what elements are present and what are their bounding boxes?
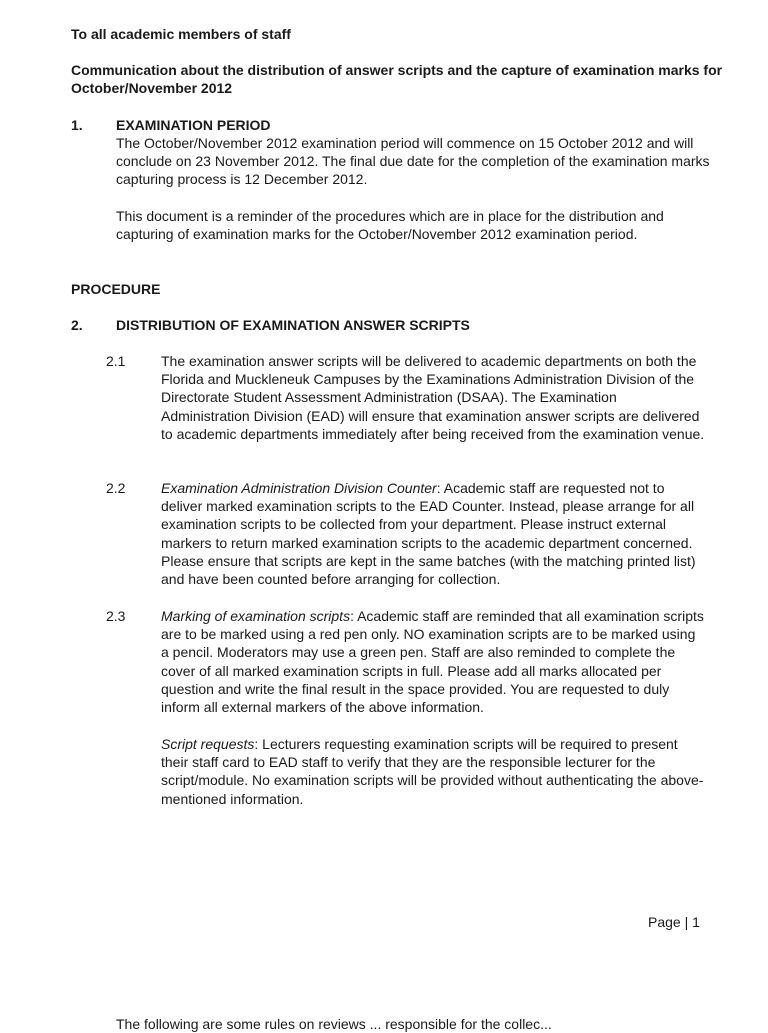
item-2-1-number: 2.1	[106, 353, 126, 369]
section-1-paragraph-2: This document is a reminder of the procedures which are in place for the distribution and capturing of examination marks for the October/November 2012 examination period.	[116, 208, 664, 243]
script-requests-text	[161, 735, 706, 808]
script-requests-lead: Script requests	[161, 736, 255, 752]
section-2-title: DISTRIBUTION OF EXAMINATION ANSWER SCRIPTS	[116, 317, 470, 333]
section-2-number: 2.	[71, 317, 83, 333]
item-2-3-number: 2.3	[106, 608, 126, 624]
page-number: 1	[692, 914, 700, 930]
item-2-3-body: : Academic staff are reminded that all examination scripts are to be marked using a red pen only. NO examination scripts are to be marked using a pencil. Moderators may use a green pen. Staff are also reminded to complete the cover of all marked examination scripts in full. Please add all marks allocated per question and write the final result in the space provided. You are requested to duly inform all external markers of the above information.	[161, 608, 704, 716]
page-separator: |	[684, 914, 689, 930]
item-2-1-body: The examination answer scripts will be delivered to academic departments on both the Florida and Muckleneuk Campuses by the Examinations Administration Division of the Directorate Student Assessment Administration (DSAA). The Examination Administration Division (EAD) will ensure that examination answer scripts are delivered to academic departments immediately after being received from the examination venue.	[161, 353, 705, 442]
section-1-number: 1.	[71, 117, 83, 133]
item-2-2-text	[161, 479, 706, 588]
addressee-line: To all academic members of staff	[71, 26, 291, 42]
section-1-paragraph-1: The October/November 2012 examination period will commence on 15 October 2012 and will conclude on 23 November 2012. The final due date for the completion of the examination marks capturing process is 12 December 2012.	[116, 135, 710, 188]
section-1-title: EXAMINATION PERIOD	[116, 117, 271, 133]
subject-line: Communication about the distribution of answer scripts and the capture of examination marks for October/November 2012	[71, 62, 723, 97]
item-2-2-body: : Academic staff are requested not to deliver marked examination scripts to the EAD Counter. Instead, please arrange for all examination scripts to be collected from your department. Please instruct external markers to return marked examination scripts to the academic department concerned. Please ensure that scripts are kept in the same batches (with the matching printed list) and have been counted before arranging for collection.	[161, 480, 696, 588]
item-2-1-text	[161, 352, 706, 443]
script-requests-body: : Lecturers requesting examination scripts will be required to present their staff card to EAD staff to verify that they are the responsible lecturer for the script/module. No examination scripts will be provided without authenticating the above-mentioned information.	[161, 736, 704, 807]
page-label: Page	[648, 914, 681, 930]
item-2-3-text	[161, 607, 706, 716]
item-2-2-lead: Examination Administration Division Counter	[161, 480, 437, 496]
next-page-fragment: The following are some rules on reviews ... responsible for the collec...	[116, 1016, 552, 1032]
page-footer	[648, 913, 700, 931]
item-2-3-lead: Marking of examination scripts	[161, 608, 351, 624]
procedure-heading: PROCEDURE	[71, 281, 161, 297]
item-2-2-number: 2.2	[106, 480, 126, 496]
